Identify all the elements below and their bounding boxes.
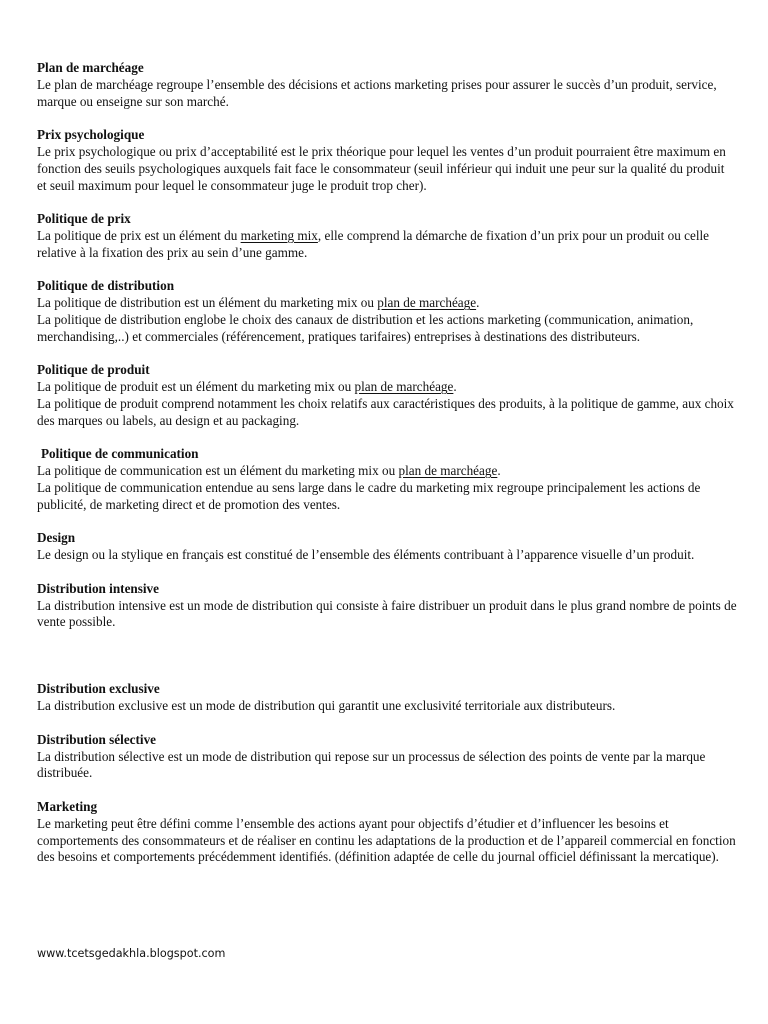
entry-term: Distribution exclusive [37, 681, 160, 697]
entry-definition [37, 598, 737, 632]
definition-text: . [476, 295, 480, 311]
blank-gap [37, 648, 737, 682]
entry-definition [37, 749, 737, 783]
entry-term: Design [37, 530, 76, 546]
definition-text: Le marketing peut être défini comme l’ensemble des actions ayant pour objectifs d’étudier et d’influencer les besoins et comportements des consommateurs et de réaliser en continu les adaptations de la production et de l’appareil commercial en fonction des besoins et comportements précédemment identifiés. (définition adaptée de celle du journal officiel définissant la mercatique). [37, 815, 736, 865]
definition-text: La politique de prix est un élément du [37, 227, 241, 243]
entry-term: Prix psychologique [37, 127, 145, 143]
definition-text: La politique de produit est un élément du marketing mix ou [37, 379, 355, 395]
entry-definition [37, 295, 737, 312]
entry-definition [37, 480, 737, 514]
entry-term: Distribution sélective [37, 731, 157, 747]
glossary-entry [37, 211, 737, 261]
entry-term: Politique de prix [37, 211, 131, 227]
entry-definition [37, 396, 737, 430]
definition-link[interactable]: plan de marchéage [354, 379, 454, 395]
footer-url[interactable]: www.tcetsgedakhla.blogspot.com [37, 947, 226, 960]
definition-text: La politique de distribution englobe le choix des canaux de distribution et les actions marketing (communication, animation, merchandising,..) et commerciales (référencement, pratiques tarifaires) entreprises à destinations des distributeurs. [37, 311, 694, 344]
glossary-entry [37, 60, 737, 110]
entry-term: Politique de distribution [37, 278, 175, 294]
entry-definition [37, 144, 737, 194]
glossary-entry [37, 278, 737, 345]
entry-term: Politique de communication [41, 446, 199, 462]
definition-text: La politique de communication entendue au sens large dans le cadre du marketing mix regroupe principalement les actions de publicité, de marketing direct et de promotion des ventes. [37, 479, 701, 512]
glossary [37, 60, 737, 883]
entry-term: Marketing [37, 799, 98, 815]
entry-definition [37, 312, 737, 346]
definition-text: La politique de communication est un élément du marketing mix ou [37, 463, 399, 479]
definition-text: La distribution exclusive est un mode de distribution qui garantit une exclusivité territoriale aux distributeurs. [37, 698, 616, 714]
glossary-entry [37, 362, 737, 429]
glossary-entry [37, 530, 737, 564]
definition-text: La distribution intensive est un mode de distribution qui consiste à faire distribuer un produit dans le plus grand nombre de points de vente possible. [37, 597, 737, 630]
entry-definition [37, 547, 737, 564]
glossary-entry [37, 446, 737, 513]
glossary-entry [37, 732, 737, 782]
entry-definition [37, 698, 737, 715]
entry-definition [37, 77, 737, 111]
definition-text: La politique de produit comprend notamment les choix relatifs aux caractéristiques des produits, à la politique de gamme, aux choix des marques ou labels, au design et au packaging. [37, 395, 734, 428]
definition-text: Le plan de marchéage regroupe l’ensemble des décisions et actions marketing prises pour assurer le succès d’un produit, service, marque ou enseigne sur son marché. [37, 76, 717, 109]
definition-text: Le prix psychologique ou prix d’acceptabilité est le prix théorique pour lequel les ventes d’un produit pourraient être maximum en fonction des seuils psychologiques auxquels fait face le consommateur (seuil inférieur qui induit une peur sur la qualité du produit et seuil maximum pour lequel le consommateur juge le produit trop cher). [37, 143, 726, 193]
entry-definition [37, 379, 737, 396]
definition-link[interactable]: plan de marchéage [398, 463, 498, 479]
glossary-entry [37, 681, 737, 715]
entry-term: Distribution intensive [37, 580, 159, 596]
entry-definition [37, 463, 737, 480]
glossary-entry [37, 799, 737, 866]
definition-text: Le design ou la stylique en français est constitué de l’ensemble des éléments contribuant à l’apparence visuelle d’un produit. [37, 547, 695, 563]
glossary-entry [37, 581, 737, 631]
entry-term: Plan de marchéage [37, 60, 144, 75]
definition-text: La distribution sélective est un mode de distribution qui repose sur un processus de sélection des points de vente par la marque distribuée. [37, 748, 706, 781]
entry-definition [37, 228, 737, 262]
definition-link[interactable]: plan de marchéage [377, 295, 477, 311]
entry-term: Politique de produit [37, 362, 150, 378]
entry-definition [37, 816, 737, 866]
definition-text: La politique de distribution est un élément du marketing mix ou [37, 295, 378, 311]
definition-link[interactable]: marketing mix [240, 227, 318, 243]
glossary-entry [37, 127, 737, 194]
definition-text: , elle comprend la démarche de fixation d’un prix pour un produit ou celle relative à la fixation des prix au sein d’une gamme. [37, 227, 710, 260]
definition-text: . [453, 379, 457, 395]
definition-text: . [497, 463, 501, 479]
